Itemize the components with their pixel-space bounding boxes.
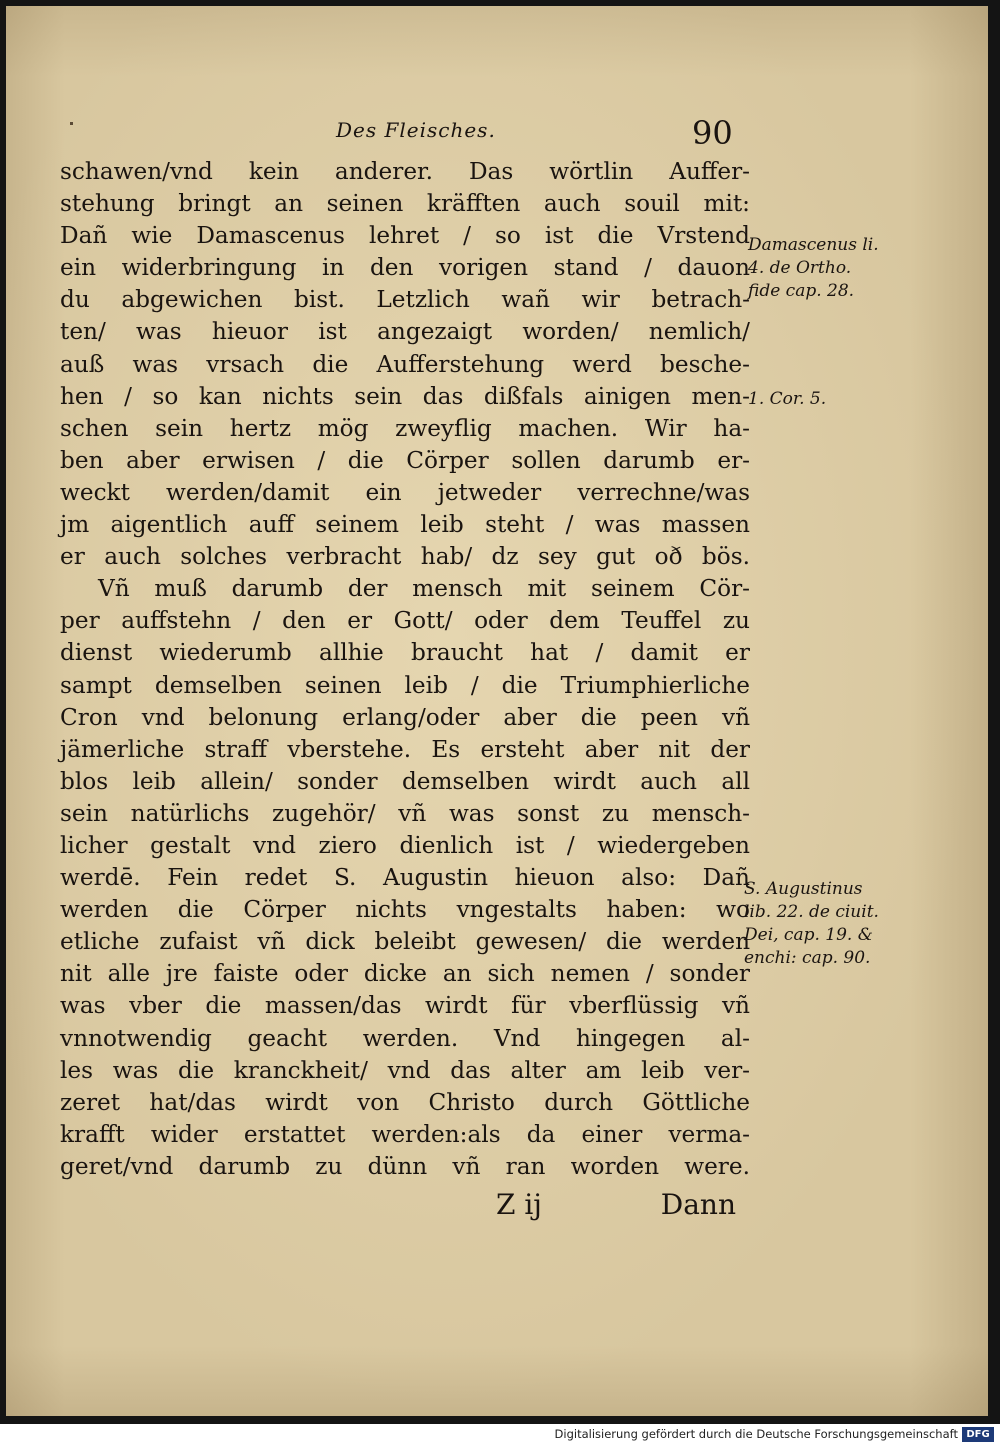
text-line: weckt werden/damit ein jetweder verrechne/was (60, 478, 750, 506)
text-line: etliche zufaist vñ dick beleibt gewesen/ die werden (60, 928, 750, 956)
ink-speck (70, 122, 73, 125)
catchword: Dann (660, 1188, 736, 1221)
text-line: ten/ was hieuor ist angezaigt worden/ nemlich/ (60, 318, 750, 346)
main-text-block (60, 156, 750, 1183)
text-line: stehung bringt an seinen kräfften auch souil mit: (60, 190, 750, 218)
text-line: sampt demselben seinen leib / die Triumphierliche (60, 671, 750, 699)
margin-note-line: enchi: cap. 90. (744, 948, 871, 968)
margin-note-line: Damascenus li. (748, 235, 879, 255)
text-line: licher gestalt vnd ziero dienlich ist / wiedergeben (60, 831, 750, 859)
text-line: vnnotwendig geacht werden. Vnd hingegen al- (60, 1024, 750, 1052)
text-line: sein natürlichs zugehör/ vñ was sonst zu mensch- (60, 799, 750, 827)
margin-note-augustinus (744, 878, 879, 970)
text-line: ein widerbringung in den vorigen stand / dauon (60, 254, 750, 282)
margin-note-damascenus (748, 234, 879, 303)
text-line: geret/vnd darumb zu dünn vñ ran worden were. (60, 1152, 750, 1180)
text-line: jämerliche straff vberstehe. Es ersteht aber nit der (60, 735, 750, 763)
text-line: les was die kranckheit/ vnd das alter am leib ver- (60, 1056, 750, 1084)
signature-mark: Z ij (496, 1188, 542, 1221)
page-number: 90 (692, 114, 733, 152)
text-line: du abgewichen bist. Letzlich wañ wir betrach- (60, 286, 750, 314)
text-line: nit alle jre faiste oder dicke an sich nemen / sonder (60, 960, 750, 988)
margin-note-corinthians (748, 388, 826, 411)
funding-credit: Digitalisierung gefördert durch die Deutsche Forschungsgemeinschaft (554, 1427, 958, 1441)
margin-note-line: 1. Cor. 5. (748, 389, 827, 409)
margin-note-line: 4. de Ortho. (748, 258, 852, 278)
margin-note-line: S. Augustinus (744, 879, 863, 899)
text-line: per auffstehn / den er Gott/ oder dem Teuffel zu (60, 607, 750, 635)
text-line: werden die Cörper nichts vngestalts haben: wo (60, 896, 750, 924)
margin-note-line: Dei, cap. 19. & (744, 925, 873, 945)
book-page (6, 6, 988, 1416)
text-line: werdē. Fein redet S. Augustin hieuon also: Dañ (60, 864, 750, 892)
text-line: er auch solches verbracht hab/ dz sey gut oð bös. (60, 543, 750, 571)
digitization-footer (0, 1424, 1000, 1446)
text-line: dienst wiederumb allhie braucht hat / damit er (60, 639, 750, 667)
margin-note-line: lib. 22. de ciuit. (744, 902, 879, 922)
text-line: blos leib allein/ sonder demselben wirdt auch all (60, 767, 750, 795)
text-line: ben aber erwisen / die Cörper sollen darumb er- (60, 446, 750, 474)
text-line: schawen/vnd kein anderer. Das wörtlin Auffer- (60, 158, 750, 185)
text-line: krafft wider erstattet werden:als da einer verma- (60, 1120, 750, 1148)
text-line: auß was vrsach die Aufferstehung werd besche- (60, 350, 750, 378)
text-line: Dañ wie Damascenus lehret / so ist die Vrstend (60, 222, 750, 250)
text-line: jm aigentlich auff seinem leib steht / was massen (60, 511, 750, 539)
text-line: Cron vnd belonung erlang/oder aber die peen vñ (60, 703, 750, 731)
text-line: Vñ muß darumb der mensch mit seinem Cör- (98, 575, 750, 603)
text-line: schen sein hertz mög zweyflig machen. Wir ha- (60, 414, 750, 442)
dfg-logo: DFG (962, 1427, 994, 1442)
running-head: Des Fleisches. (336, 118, 496, 142)
text-line: hen / so kan nichts sein das dißfals ainigen men- (60, 382, 750, 410)
margin-note-line: fide cap. 28. (748, 281, 855, 301)
text-line: zeret hat/das wirdt von Christo durch Göttliche (60, 1088, 750, 1116)
text-line: was vber die massen/das wirdt für vberflüssig vñ (60, 992, 750, 1020)
